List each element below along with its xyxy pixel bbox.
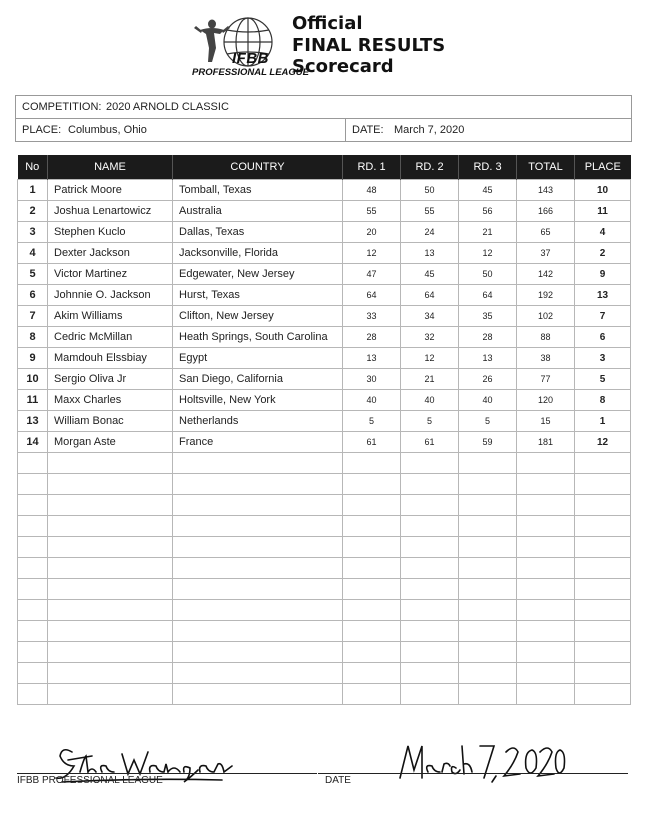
cell-no: 4 [18, 243, 48, 264]
table-header-row [18, 155, 631, 180]
cell-rd1: 33 [343, 306, 401, 327]
cell-rd1: 13 [343, 348, 401, 369]
place-date-row [16, 119, 631, 142]
cell-rd1: 48 [343, 180, 401, 201]
cell-rd3: 21 [459, 222, 517, 243]
cell-rd3: 35 [459, 306, 517, 327]
cell-no: 14 [18, 432, 48, 453]
col-header-total: TOTAL [517, 155, 575, 180]
cell-rd2-empty [401, 642, 459, 663]
cell-rd2: 24 [401, 222, 459, 243]
cell-name-empty [48, 684, 173, 705]
cell-rd3: 56 [459, 201, 517, 222]
cell-rd3-empty [459, 684, 517, 705]
cell-name: Akim Williams [48, 306, 173, 327]
cell-no-empty [18, 558, 48, 579]
cell-rd1: 5 [343, 411, 401, 432]
cell-name: Victor Martinez [48, 264, 173, 285]
cell-name-empty [48, 453, 173, 474]
cell-no: 11 [18, 390, 48, 411]
cell-rd1-empty [343, 516, 401, 537]
cell-rd3: 64 [459, 285, 517, 306]
cell-name-empty [48, 642, 173, 663]
cell-no-empty [18, 516, 48, 537]
cell-place: 9 [575, 264, 631, 285]
cell-rd3-empty [459, 495, 517, 516]
page-title [292, 13, 445, 78]
cell-rd1-empty [343, 495, 401, 516]
cell-rd3-empty [459, 516, 517, 537]
cell-place-empty [575, 558, 631, 579]
cell-rd2: 32 [401, 327, 459, 348]
cell-rd1-empty [343, 663, 401, 684]
signature-label: IFBB PROFESSIONAL LEAGUE [17, 775, 163, 786]
cell-no-empty [18, 621, 48, 642]
cell-place: 2 [575, 243, 631, 264]
cell-place-empty [575, 579, 631, 600]
cell-rd3-empty [459, 558, 517, 579]
cell-name: Sergio Oliva Jr [48, 369, 173, 390]
footer-date-label: DATE [325, 775, 351, 786]
empty-table-row [18, 663, 631, 684]
cell-name-empty [48, 621, 173, 642]
cell-rd3: 40 [459, 390, 517, 411]
cell-rd1-empty [343, 537, 401, 558]
cell-name: Johnnie O. Jackson [48, 285, 173, 306]
cell-rd2-empty [401, 579, 459, 600]
col-header-name: NAME [48, 155, 173, 180]
competition-value: 2020 ARNOLD CLASSIC [106, 101, 229, 113]
empty-table-row [18, 495, 631, 516]
cell-total: 38 [517, 348, 575, 369]
cell-total-empty [517, 579, 575, 600]
cell-rd3-empty [459, 537, 517, 558]
cell-name-empty [48, 558, 173, 579]
cell-rd3: 26 [459, 369, 517, 390]
cell-name: Dexter Jackson [48, 243, 173, 264]
empty-table-row [18, 600, 631, 621]
cell-country-empty [173, 663, 343, 684]
cell-rd2-empty [401, 663, 459, 684]
cell-no-empty [18, 663, 48, 684]
col-header-rd1: RD. 1 [343, 155, 401, 180]
cell-rd2-empty [401, 684, 459, 705]
cell-name: Mamdouh Elssbiay [48, 348, 173, 369]
cell-total: 192 [517, 285, 575, 306]
cell-country: San Diego, California [173, 369, 343, 390]
cell-no: 8 [18, 327, 48, 348]
cell-total: 102 [517, 306, 575, 327]
cell-rd1-empty [343, 621, 401, 642]
col-header-rd2: RD. 2 [401, 155, 459, 180]
cell-rd3: 45 [459, 180, 517, 201]
cell-place-empty [575, 537, 631, 558]
cell-total-empty [517, 558, 575, 579]
cell-country: Edgewater, New Jersey [173, 264, 343, 285]
empty-table-row [18, 537, 631, 558]
cell-rd1: 64 [343, 285, 401, 306]
empty-table-row [18, 558, 631, 579]
cell-total: 166 [517, 201, 575, 222]
table-row [18, 348, 631, 369]
cell-country-empty [173, 537, 343, 558]
cell-rd2: 12 [401, 348, 459, 369]
cell-no-empty [18, 642, 48, 663]
cell-rd1: 20 [343, 222, 401, 243]
cell-total: 65 [517, 222, 575, 243]
cell-rd3: 12 [459, 243, 517, 264]
cell-rd2: 40 [401, 390, 459, 411]
cell-rd1-empty [343, 684, 401, 705]
cell-name: William Bonac [48, 411, 173, 432]
cell-rd1: 61 [343, 432, 401, 453]
signature-line [17, 773, 317, 774]
empty-table-row [18, 579, 631, 600]
cell-rd1: 30 [343, 369, 401, 390]
cell-country-empty [173, 642, 343, 663]
empty-table-row [18, 474, 631, 495]
cell-rd1-empty [343, 579, 401, 600]
cell-rd2: 64 [401, 285, 459, 306]
cell-no-empty [18, 579, 48, 600]
cell-name: Patrick Moore [48, 180, 173, 201]
cell-rd1-empty [343, 642, 401, 663]
cell-country: Tomball, Texas [173, 180, 343, 201]
logo-text-pro-league: PROFESSIONAL LEAGUE [192, 67, 310, 78]
cell-country: France [173, 432, 343, 453]
cell-place: 13 [575, 285, 631, 306]
cell-total: 181 [517, 432, 575, 453]
cell-rd1-empty [343, 453, 401, 474]
cell-no: 1 [18, 180, 48, 201]
place-value: Columbus, Ohio [68, 124, 147, 136]
cell-no: 3 [18, 222, 48, 243]
cell-total-empty [517, 642, 575, 663]
cell-total-empty [517, 537, 575, 558]
handwritten-date [396, 738, 566, 786]
cell-rd1: 12 [343, 243, 401, 264]
cell-rd2-empty [401, 537, 459, 558]
cell-rd2-empty [401, 600, 459, 621]
cell-rd1: 40 [343, 390, 401, 411]
cell-no: 9 [18, 348, 48, 369]
empty-table-row [18, 516, 631, 537]
cell-name-empty [48, 495, 173, 516]
table-row [18, 222, 631, 243]
cell-total: 15 [517, 411, 575, 432]
cell-place-empty [575, 474, 631, 495]
cell-total: 77 [517, 369, 575, 390]
cell-rd1-empty [343, 600, 401, 621]
cell-no: 13 [18, 411, 48, 432]
cell-total-empty [517, 453, 575, 474]
cell-rd2: 34 [401, 306, 459, 327]
empty-table-row [18, 642, 631, 663]
cell-rd1: 55 [343, 201, 401, 222]
cell-name-empty [48, 474, 173, 495]
cell-rd1-empty [343, 558, 401, 579]
cell-no-empty [18, 537, 48, 558]
cell-place-empty [575, 495, 631, 516]
table-row [18, 369, 631, 390]
cell-total: 142 [517, 264, 575, 285]
cell-rd2: 45 [401, 264, 459, 285]
cell-country-empty [173, 621, 343, 642]
col-header-country: COUNTRY [173, 155, 343, 180]
cell-no-empty [18, 495, 48, 516]
table-row [18, 243, 631, 264]
cell-name: Joshua Lenartowicz [48, 201, 173, 222]
cell-rd2: 61 [401, 432, 459, 453]
cell-name-empty [48, 516, 173, 537]
cell-rd3-empty [459, 621, 517, 642]
cell-rd2: 55 [401, 201, 459, 222]
cell-name: Morgan Aste [48, 432, 173, 453]
cell-country: Hurst, Texas [173, 285, 343, 306]
competition-info-box [15, 95, 632, 142]
cell-place-empty [575, 516, 631, 537]
cell-rd3: 59 [459, 432, 517, 453]
cell-no: 7 [18, 306, 48, 327]
cell-country-empty [173, 453, 343, 474]
table-row [18, 411, 631, 432]
cell-total: 143 [517, 180, 575, 201]
cell-total-empty [517, 474, 575, 495]
results-table [17, 155, 631, 705]
cell-place: 4 [575, 222, 631, 243]
cell-name-empty [48, 579, 173, 600]
table-row [18, 180, 631, 201]
cell-country: Holtsville, New York [173, 390, 343, 411]
cell-rd1-empty [343, 474, 401, 495]
cell-name: Stephen Kuclo [48, 222, 173, 243]
table-row [18, 201, 631, 222]
empty-table-row [18, 453, 631, 474]
cell-place: 10 [575, 180, 631, 201]
cell-name: Cedric McMillan [48, 327, 173, 348]
table-row [18, 327, 631, 348]
cell-place-empty [575, 684, 631, 705]
cell-total: 88 [517, 327, 575, 348]
table-row [18, 432, 631, 453]
cell-country-empty [173, 495, 343, 516]
cell-total-empty [517, 621, 575, 642]
empty-table-row [18, 621, 631, 642]
cell-total-empty [517, 516, 575, 537]
cell-country-empty [173, 474, 343, 495]
cell-country: Heath Springs, South Carolina [173, 327, 343, 348]
cell-country-empty [173, 558, 343, 579]
cell-no: 2 [18, 201, 48, 222]
cell-name-empty [48, 537, 173, 558]
logo-text-ifbb: IFBB [232, 50, 269, 67]
cell-place: 12 [575, 432, 631, 453]
competition-row [16, 96, 631, 119]
cell-place: 8 [575, 390, 631, 411]
cell-rd2-empty [401, 453, 459, 474]
cell-country: Australia [173, 201, 343, 222]
cell-place: 5 [575, 369, 631, 390]
cell-rd1: 47 [343, 264, 401, 285]
cell-country: Netherlands [173, 411, 343, 432]
cell-place-empty [575, 453, 631, 474]
cell-country-empty [173, 516, 343, 537]
competition-label: COMPETITION: [22, 101, 102, 113]
cell-name-empty [48, 663, 173, 684]
cell-rd2: 13 [401, 243, 459, 264]
table-row [18, 306, 631, 327]
cell-country-empty [173, 600, 343, 621]
cell-rd3-empty [459, 663, 517, 684]
cell-rd1: 28 [343, 327, 401, 348]
cell-rd3-empty [459, 453, 517, 474]
cell-rd2: 50 [401, 180, 459, 201]
cell-rd2: 5 [401, 411, 459, 432]
cell-rd3: 13 [459, 348, 517, 369]
cell-rd3-empty [459, 600, 517, 621]
results-body [18, 180, 631, 705]
cell-rd2: 21 [401, 369, 459, 390]
cell-country: Jacksonville, Florida [173, 243, 343, 264]
cell-rd3-empty [459, 642, 517, 663]
info-divider [345, 119, 346, 142]
cell-rd3: 50 [459, 264, 517, 285]
date-line [318, 773, 628, 774]
cell-rd2-empty [401, 558, 459, 579]
table-row [18, 285, 631, 306]
cell-no: 6 [18, 285, 48, 306]
title-line-scorecard: Scorecard [292, 56, 394, 77]
cell-total-empty [517, 684, 575, 705]
cell-rd2-empty [401, 474, 459, 495]
cell-total-empty [517, 663, 575, 684]
cell-rd3: 5 [459, 411, 517, 432]
cell-no-empty [18, 684, 48, 705]
title-line-final-results: FINAL RESULTS [292, 34, 446, 56]
cell-rd3-empty [459, 474, 517, 495]
cell-place-empty [575, 600, 631, 621]
cell-place: 1 [575, 411, 631, 432]
cell-no: 10 [18, 369, 48, 390]
cell-rd2-empty [401, 621, 459, 642]
cell-country-empty [173, 684, 343, 705]
col-header-place: PLACE [575, 155, 631, 180]
date-value: March 7, 2020 [394, 124, 465, 136]
cell-place: 6 [575, 327, 631, 348]
cell-no-empty [18, 474, 48, 495]
cell-no-empty [18, 453, 48, 474]
cell-place-empty [575, 663, 631, 684]
cell-total: 120 [517, 390, 575, 411]
cell-rd3: 28 [459, 327, 517, 348]
cell-name-empty [48, 600, 173, 621]
cell-rd2-empty [401, 516, 459, 537]
cell-no-empty [18, 600, 48, 621]
cell-country: Dallas, Texas [173, 222, 343, 243]
table-row [18, 264, 631, 285]
cell-country: Clifton, New Jersey [173, 306, 343, 327]
table-row [18, 390, 631, 411]
cell-country: Egypt [173, 348, 343, 369]
date-label: DATE: [352, 124, 384, 136]
col-header-rd3: RD. 3 [459, 155, 517, 180]
cell-no: 5 [18, 264, 48, 285]
cell-total: 37 [517, 243, 575, 264]
col-header-no: No [18, 155, 48, 180]
cell-country-empty [173, 579, 343, 600]
cell-place-empty [575, 621, 631, 642]
cell-rd2-empty [401, 495, 459, 516]
cell-total-empty [517, 600, 575, 621]
title-line-official: Official [292, 13, 363, 34]
place-label: PLACE: [22, 124, 62, 136]
cell-place-empty [575, 642, 631, 663]
cell-total-empty [517, 495, 575, 516]
cell-place: 11 [575, 201, 631, 222]
cell-rd3-empty [459, 579, 517, 600]
cell-name: Maxx Charles [48, 390, 173, 411]
cell-place: 7 [575, 306, 631, 327]
cell-place: 3 [575, 348, 631, 369]
empty-table-row [18, 684, 631, 705]
